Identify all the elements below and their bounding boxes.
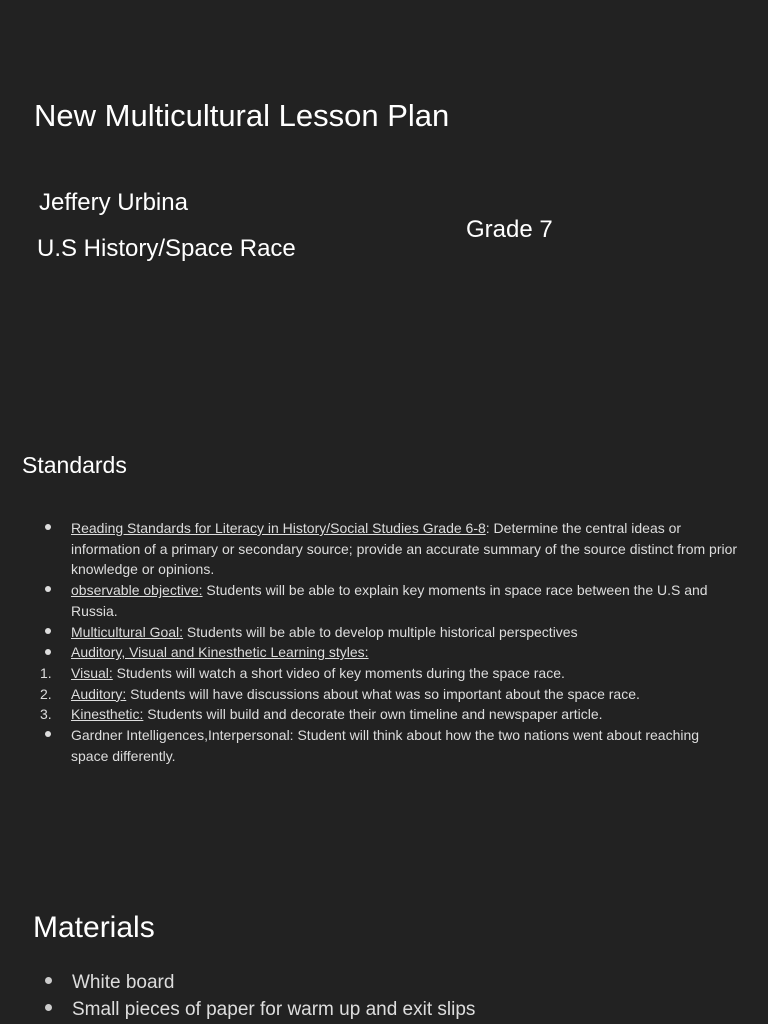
number-marker: 2.	[40, 685, 52, 702]
item-text: Students will have discussions about what was so important about the space race.	[126, 685, 640, 702]
author-name: Jeffery Urbina	[39, 189, 188, 216]
item-text: Students will be able to develop multiple historical perspectives	[183, 623, 578, 640]
bullet-marker	[40, 622, 60, 643]
standards-list	[0, 518, 740, 766]
list-item	[0, 996, 740, 1023]
page-title: New Multicultural Lesson Plan	[34, 98, 450, 133]
item-text: Students will be able to explain key moments in space race between the U.S and Russia.	[71, 582, 708, 619]
subject-label: U.S History/Space Race	[37, 235, 296, 262]
item-label: Reading Standards for Literacy in History/Social Studies Grade 6-8	[71, 520, 486, 536]
bullet-marker	[40, 725, 60, 746]
bullet-marker	[40, 580, 60, 601]
list-item	[0, 642, 740, 663]
list-item	[0, 518, 740, 580]
bullet-marker	[40, 642, 60, 663]
bullet-marker	[40, 996, 60, 1023]
item-text: Students will build and decorate their own timeline and newspaper article.	[143, 706, 603, 723]
list-item	[0, 725, 740, 766]
item-label: observable objective:	[71, 582, 203, 599]
list-item	[0, 969, 740, 996]
item-text: : Determine the central ideas or information of a primary or secondary source; provide an accurate summary of the source distinct from prior knowledge or opinions.	[71, 520, 738, 578]
number-marker: 3.	[40, 706, 52, 723]
item-text: White board	[72, 972, 175, 993]
bullet-marker	[40, 969, 60, 996]
item-label: Auditory, Visual and Kinesthetic Learning styles:	[71, 644, 369, 661]
item-label: Visual:	[71, 664, 113, 681]
grade-label: Grade 7	[466, 216, 553, 243]
materials-heading: Materials	[33, 911, 155, 944]
item-label: Auditory:	[71, 685, 127, 702]
number-marker: 1.	[40, 664, 52, 681]
item-label: Multicultural Goal:	[71, 623, 184, 640]
list-item	[0, 684, 740, 705]
standards-heading: Standards	[22, 452, 127, 478]
list-item	[0, 704, 740, 725]
item-text: Small pieces of paper for warm up and exit slips	[72, 999, 476, 1020]
materials-list	[0, 969, 740, 1023]
list-item	[0, 622, 740, 643]
list-item	[0, 663, 740, 684]
item-text: Gardner Intelligences,Interpersonal: Student will think about how the two nations went about reaching space differently.	[71, 727, 700, 764]
item-label: Kinesthetic:	[71, 706, 144, 723]
item-text: Students will watch a short video of key moments during the space race.	[112, 664, 565, 681]
bullet-marker	[40, 518, 60, 539]
list-item	[0, 580, 740, 621]
